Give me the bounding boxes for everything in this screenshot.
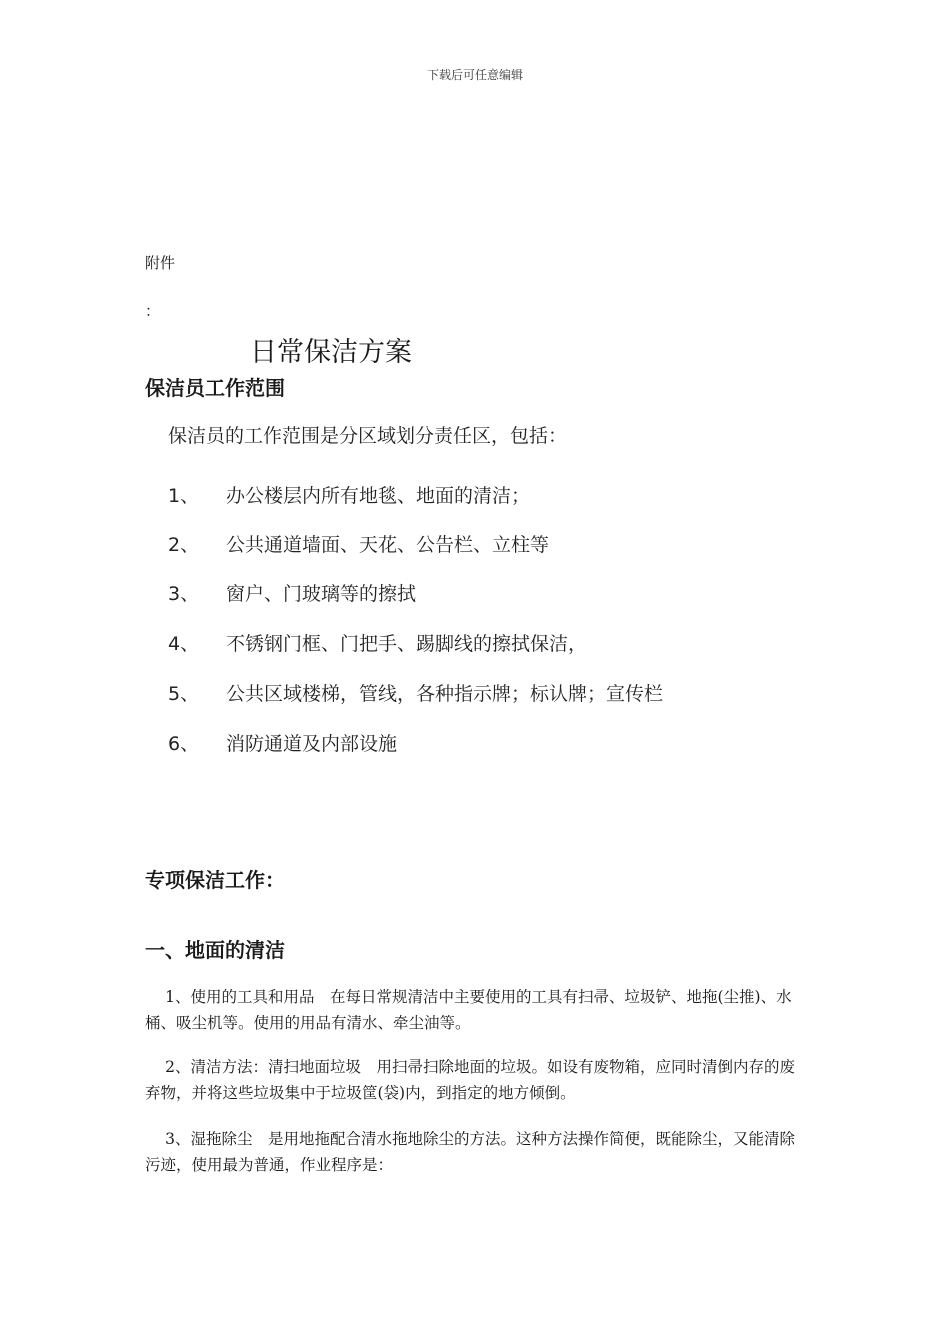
- header-note: 下载后可任意编辑: [426, 68, 523, 82]
- list-item: [168, 530, 549, 557]
- list-item-text: 公共区域楼梯，管线，各种指示牌；标认牌；宣传栏: [226, 683, 664, 705]
- list-item-text: 办公楼层内所有地毯、地面的清洁；: [226, 485, 531, 507]
- list-item-number: 4、: [168, 633, 200, 655]
- paragraph: 1、使用的工具和用品 在每日常规清洁中主要使用的工具有扫帚、垃圾铲、地拖(尘推)、水桶、吸尘机等。使用的用品有清水、牵尘油等。: [145, 988, 792, 1032]
- list-item-text: 不锈钢门框、门把手、踢脚线的擦拭保洁，: [226, 633, 588, 655]
- list-item: [168, 579, 416, 606]
- list-item: [168, 481, 530, 508]
- paragraph: 2、清洁方法：清扫地面垃圾 用扫帚扫除地面的垃圾。如设有废物箱，应同时清倒内存的废弃物，并将这些垃圾集中于垃圾筐(袋)内，到指定的地方倾倒。: [145, 1058, 796, 1102]
- list-item: [168, 629, 587, 656]
- list-item-text: 公共通道墙面、天花、公告栏、立柱等: [226, 534, 550, 556]
- scope-intro: 保洁员的工作范围是分区域划分责任区，包括：: [168, 425, 568, 447]
- list-item-number: 3、: [168, 583, 200, 605]
- special-heading: 专项保洁工作：: [145, 868, 285, 892]
- list-item-number: 1、: [168, 485, 200, 507]
- list-item: [168, 729, 397, 756]
- attachment-colon: ：: [145, 302, 161, 320]
- scope-heading: 保洁员工作范围: [145, 376, 285, 400]
- list-item-number: 5、: [168, 683, 200, 705]
- attachment-label: 附件: [145, 254, 176, 272]
- floor-cleaning-heading: 一、地面的清洁: [145, 938, 285, 962]
- document-title: 日常保洁方案: [250, 337, 412, 368]
- list-item-number: 6、: [168, 733, 200, 755]
- list-item-text: 窗户、门玻璃等的擦拭: [226, 583, 417, 605]
- paragraph: 3、湿拖除尘 是用地拖配合清水拖地除尘的方法。这种方法操作简便，既能除尘，又能清除污迹，使用最为普通，作业程序是：: [145, 1130, 796, 1174]
- list-item: [168, 679, 663, 706]
- list-item-text: 消防通道及内部设施: [226, 733, 398, 755]
- list-item-number: 2、: [168, 534, 200, 556]
